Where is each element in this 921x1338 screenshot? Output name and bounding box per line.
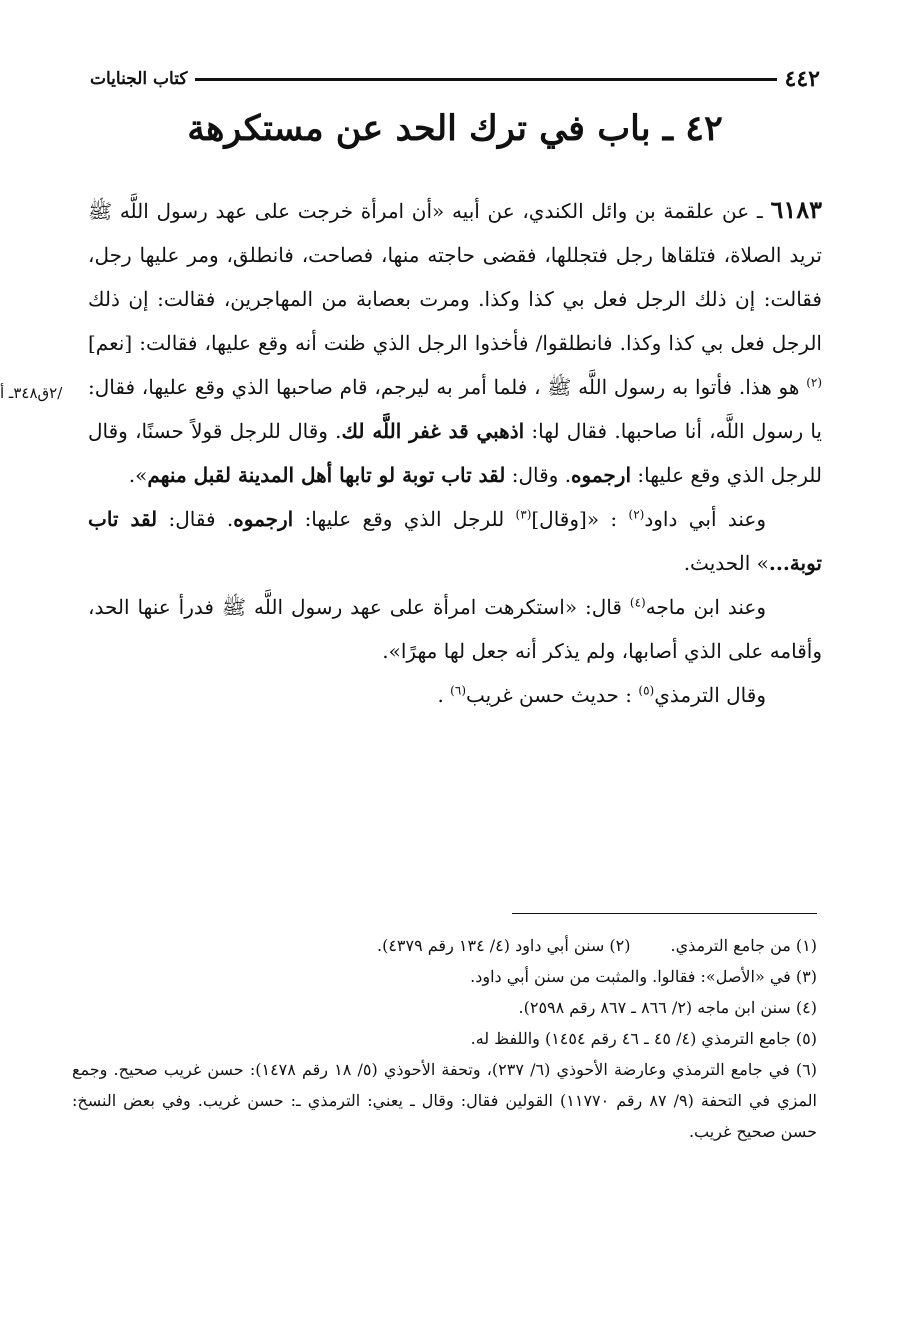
hadith-number: ٦١٨٣ (770, 195, 822, 224)
text-run: ». (128, 463, 148, 487)
bold-text: لقد تاب توبة... (88, 507, 822, 575)
text-run: هو هذا. فأتوا به رسول اللَّه ﷺ ، فلما أمر به ليرجم، قام صاحبها الذي وقع عليها، فقال: يا رسول اللَّه، أنا صاحبها. فقال لها: (88, 375, 822, 443)
footnote-rule (512, 913, 817, 914)
bold-text: ارجموه (233, 507, 294, 531)
text-run: . (437, 683, 451, 707)
footnote-ref: (٤) (629, 595, 646, 610)
hadith-paragraph (88, 188, 822, 497)
header-rule (195, 78, 776, 81)
text-run: » الحديث. (683, 551, 769, 575)
bold-text: ارجموه (571, 463, 631, 487)
chapter-title: ٤٢ ـ باب في ترك الحد عن مستكرهة (187, 108, 723, 149)
tirmidhi-paragraph (88, 673, 822, 717)
footnote-row (72, 930, 817, 961)
text-run: للرجل الذي وقع عليها: (293, 507, 516, 531)
bold-text: لقد تاب توبة لو تابها أهل المدينة لقبل منهم (147, 463, 506, 487)
footnote-6: (٦) في جامع الترمذي وعارضة الأحوذي (٦/ ٢٣٧)، وتحفة الأحوذي (٥/ ١٨ رقم ١٤٧٨): حسن غريب صحيح. وجمع المزي في التحفة (٩/ ٨٧ رقم ١١٧٧٠) القولين فقال: وقال ـ يعني: الترمذي ـ: حسن غريب. وفي بعض النسخ: حسن صحيح غريب. (72, 1060, 818, 1141)
footnote-5: (٥) جامع الترمذي (٤/ ٤٥ ـ ٤٦ رقم ١٤٥٤) واللفظ له. (470, 1029, 817, 1048)
footnote-4: (٤) سنن ابن ماجه (٢/ ٨٦٦ ـ ٨٦٧ رقم ٢٥٩٨). (518, 998, 817, 1017)
text-run: قال: «استكرهت امرأة على عهد رسول اللَّه ﷺ فدرأ عنها الحد، وأقامه على الذي أصابها، ولم يذكر أنه جعل لها مهرًا». (88, 595, 822, 663)
text-run: ـ عن علقمة بن وائل الكندي، عن أبيه «أن امرأة خرجت على عهد رسول اللَّه ﷺ تريد الصلاة، فتلقاها رجل فتجللها، فقضى حاجته منها، فصاحت، فانطلق، ومر عليها رجل، فقالت: إن ذلك الرجل فعل بي كذا وكذا. ومرت بعصابة من المهاجرين، فقالت: إن ذلك الرجل فعل بي كذا وكذا. فانطلقوا/ فأخذوا الرجل الذي ظنت أنه وقع عليها، فقالت: [نعم] (88, 199, 822, 355)
text-run: . وقال للرجل قولاً حسنًا، وقال للرجل الذي وقع عليها: (88, 419, 822, 487)
text-run: . وقال: (505, 463, 572, 487)
footnote-1: (١) من جامع الترمذي. (670, 936, 817, 955)
text-run: وعند ابن ماجه (645, 595, 766, 619)
text-run: . فقال: (157, 507, 234, 531)
footnote-ref: (٥) (638, 683, 655, 698)
footnote-2: (٢) سنن أبي داود (٤/ ١٣٤ رقم ٤٣٧٩). (376, 936, 631, 955)
footnotes (72, 930, 817, 1147)
footnote-ref: (٢) (806, 375, 823, 390)
page-header (90, 66, 820, 92)
page-number: ٤٤٢ (784, 66, 820, 92)
main-text (88, 188, 822, 717)
margin-note: /٢ق٣٤٨ـ أ (0, 384, 63, 402)
ibn-majah-paragraph (88, 585, 822, 673)
text-run: وقال الترمذي (654, 683, 766, 707)
footnote-ref: (٦) (450, 683, 466, 698)
footnote-ref: (٢) (628, 507, 645, 522)
footnote-3: (٣) في «الأصل»: فقالوا. والمثبت من سنن أبي داود. (470, 967, 817, 986)
abu-dawud-paragraph (88, 497, 822, 585)
text-run: : «[وقال] (531, 507, 629, 531)
footnote-ref: (٣) (515, 507, 532, 522)
book-title: كتاب الجنايات (90, 69, 188, 89)
text-run: وعند أبي داود (644, 507, 766, 531)
text-run: : حديث حسن غريب (466, 683, 639, 707)
bold-text: اذهبي قد غفر اللَّه لك (341, 419, 525, 443)
